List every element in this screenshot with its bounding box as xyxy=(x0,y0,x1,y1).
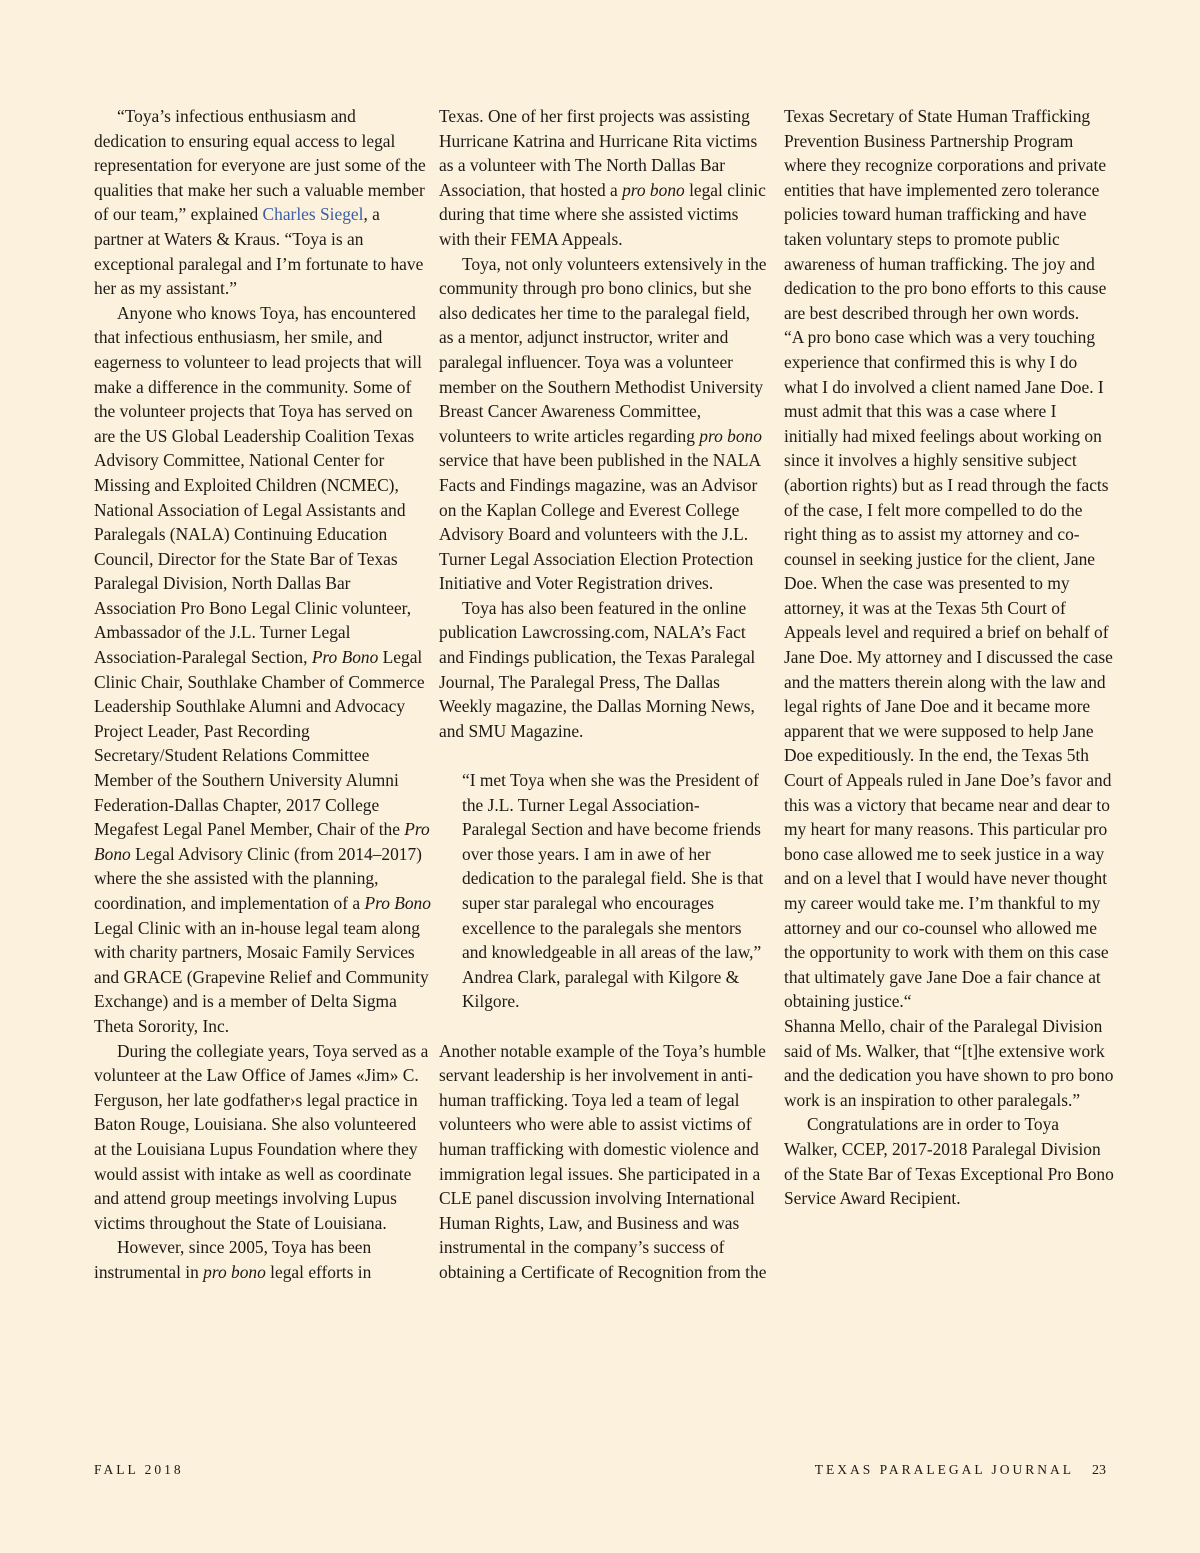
footer-publication xyxy=(815,1462,1106,1479)
paragraph: Texas Secretary of State Human Trafficking Prevention Business Partnership Program where they recognize corporations and private entities that have implemented zero tolerance policies toward human trafficking and have taken voluntary steps to promote public awareness of human trafficking. The joy and dedication to the pro bono efforts to this cause are best described through her own words. xyxy=(784,106,1107,323)
spacer xyxy=(439,743,767,768)
article-column-1 xyxy=(94,104,432,1285)
article-column-2 xyxy=(439,104,767,1285)
paragraph: Texas. One of her first projects was assisting Hurricane Katrina and Hurricane Rita victims as a volunteer with The North Dallas Bar Association, that hosted a pro bono legal clinic during that time where she assisted victims with their FEMA Appeals. xyxy=(439,106,766,249)
paragraph: Toya, not only volunteers extensively in the community through pro bono clinics, but she also dedicates her time to the paralegal field, as a mentor, adjunct instructor, writer and paralegal influencer. Toya was a volunteer member on the Southern Methodist University Breast Cancer Awareness Committee, volunteers to write articles regarding pro bono service that have been published in the NALA Facts and Findings magazine, was an Advisor on the Kaplan College and Everest College Advisory Board and volunteers with the J.L. Turner Legal Association Election Protection Initiative and Voter Registration drives. xyxy=(439,253,767,594)
paragraph: Toya has also been featured in the online publication Lawcrossing.com, NALA’s Fact and Findings publication, the Texas Paralegal Journal, The Paralegal Press, The Dallas Weekly magazine, the Dallas Morning News, and SMU Magazine. xyxy=(439,597,756,741)
paragraph: During the collegiate years, Toya served as a volunteer at the Law Office of James «Jim» C. Ferguson, her late godfather›s legal practice in Baton Rouge, Louisiana. She also volunteered at the Louisiana Lupus Foundation where they would assist with intake as well as coordinate and attend group meetings involving Lupus victims throughout the State of Louisiana. xyxy=(94,1040,429,1233)
paragraph: “Toya’s infectious enthusiasm and dedication to ensuring equal access to legal representation for everyone are just some of the qualities that make her such a valuable member of our team,” explained Charles Siegel, a partner at Waters & Kraus. “Toya is an exceptional paralegal and I’m fortunate to have her as my assistant.” xyxy=(94,106,426,299)
footer-issue: FALL 2018 xyxy=(94,1462,184,1477)
publication-name: TEXAS PARALEGAL JOURNAL xyxy=(814,1462,1074,1477)
quoted-paragraph: “A pro bono case which was a very touching experience that confirmed this is why I do what I do involved a client named Jane Doe. I must admit that this was a case where I initially had mixed feelings about working on since it involves a highly sensitive subject (abortion rights) but as I read through the facts of the case, I felt more compelled to do the right thing as to assist my attorney and co-counsel in seeking justice for the client, Jane Doe. When the case was presented to my attorney, it was at the Texas 5th Court of Appeals level and required a brief on behalf of Jane Doe. My attorney and I discussed the case and the matters therein along with the law and legal rights of Jane Doe and it became more apparent that we were supposed to help Jane Doe expeditiously. In the end, the Texas 5th Court of Appeals ruled in Jane Doe’s favor and this was a victory that became near and dear to my heart for many reasons. This particular pro bono case allowed me to seek justice in a way and on a level that I would have never thought my career would take me. I’m thankful to my attorney and our co-counsel who allowed me the opportunity to work with them on this case that ultimately gave Jane Doe a fair chance at obtaining justice.“ xyxy=(784,327,1113,1012)
paragraph: Anyone who knows Toya, has encountered that infectious enthusiasm, her smile, and eagerness to volunteer to lead projects that will make a difference in the community. Some of the volunteer projects that Toya has served on are the US Global Leadership Coalition Texas Advisory Committee, National Center for Missing and Exploited Children (NCMEC), National Association of Legal Assistants and Paralegals (NALA) Continuing Education Council, Director for the State Bar of Texas Paralegal Division, North Dallas Bar Association Pro Bono Legal Clinic volunteer, Ambassador of the J.L. Turner Legal Association-Paralegal Section, Pro Bono Legal Clinic Chair, Southlake Chamber of Commerce Leadership Southlake Alumni and Advocacy Project Leader, Past Recording Secretary/Student Relations Committee Member of the Southern University Alumni Federation-Dallas Chapter, 2017 College Megafest Legal Panel Member, Chair of the Pro Bono Legal Advisory Clinic (from 2014–2017) where the she assisted with the planning, coordination, and implementation of a Pro Bono Legal Clinic with an in-house legal team along with charity partners, Mosaic Family Services and GRACE (Grapevine Relief and Community Exchange) and is a member of Delta Sigma Theta Sorority, Inc. xyxy=(94,302,431,1036)
paragraph: Another notable example of the Toya’s humble servant leadership is her involvement in anti-human trafficking. Toya led a team of legal volunteers who were able to assist victims of human trafficking with domestic violence and immigration legal issues. She participated in a CLE panel discussion involving International Human Rights, Law, and Business and was instrumental in the company’s success of obtaining a Certificate of Recognition from the xyxy=(439,1040,767,1282)
page-number: 23 xyxy=(1092,1463,1106,1478)
paragraph: Shanna Mello, chair of the Paralegal Division said of Ms. Walker, that “[t]he extensive work and the dedication you have shown to pro bono work is an inspiration to other paralegals.” xyxy=(784,1015,1114,1110)
article-column-3 xyxy=(784,104,1114,1211)
charles-siegel-link[interactable]: Charles Siegel xyxy=(262,204,364,225)
spacer xyxy=(439,1014,767,1039)
paragraph: However, since 2005, Toya has been instrumental in pro bono legal efforts in xyxy=(94,1237,372,1282)
pull-quote: “I met Toya when she was the President of the J.L. Turner Legal Association- Paralegal Section and have become friends over those years. I am in awe of her dedication to the paralegal field. She is that super star paralegal who encourages excellence to the paralegals she mentors and knowledgeable in all areas of the law,” Andrea Clark, paralegal with Kilgore & Kilgore. xyxy=(462,770,764,1012)
paragraph: Congratulations are in order to Toya Walker, CCEP, 2017-2018 Paralegal Division of the State Bar of Texas Exceptional Pro Bono Service Award Recipient. xyxy=(784,1114,1114,1209)
